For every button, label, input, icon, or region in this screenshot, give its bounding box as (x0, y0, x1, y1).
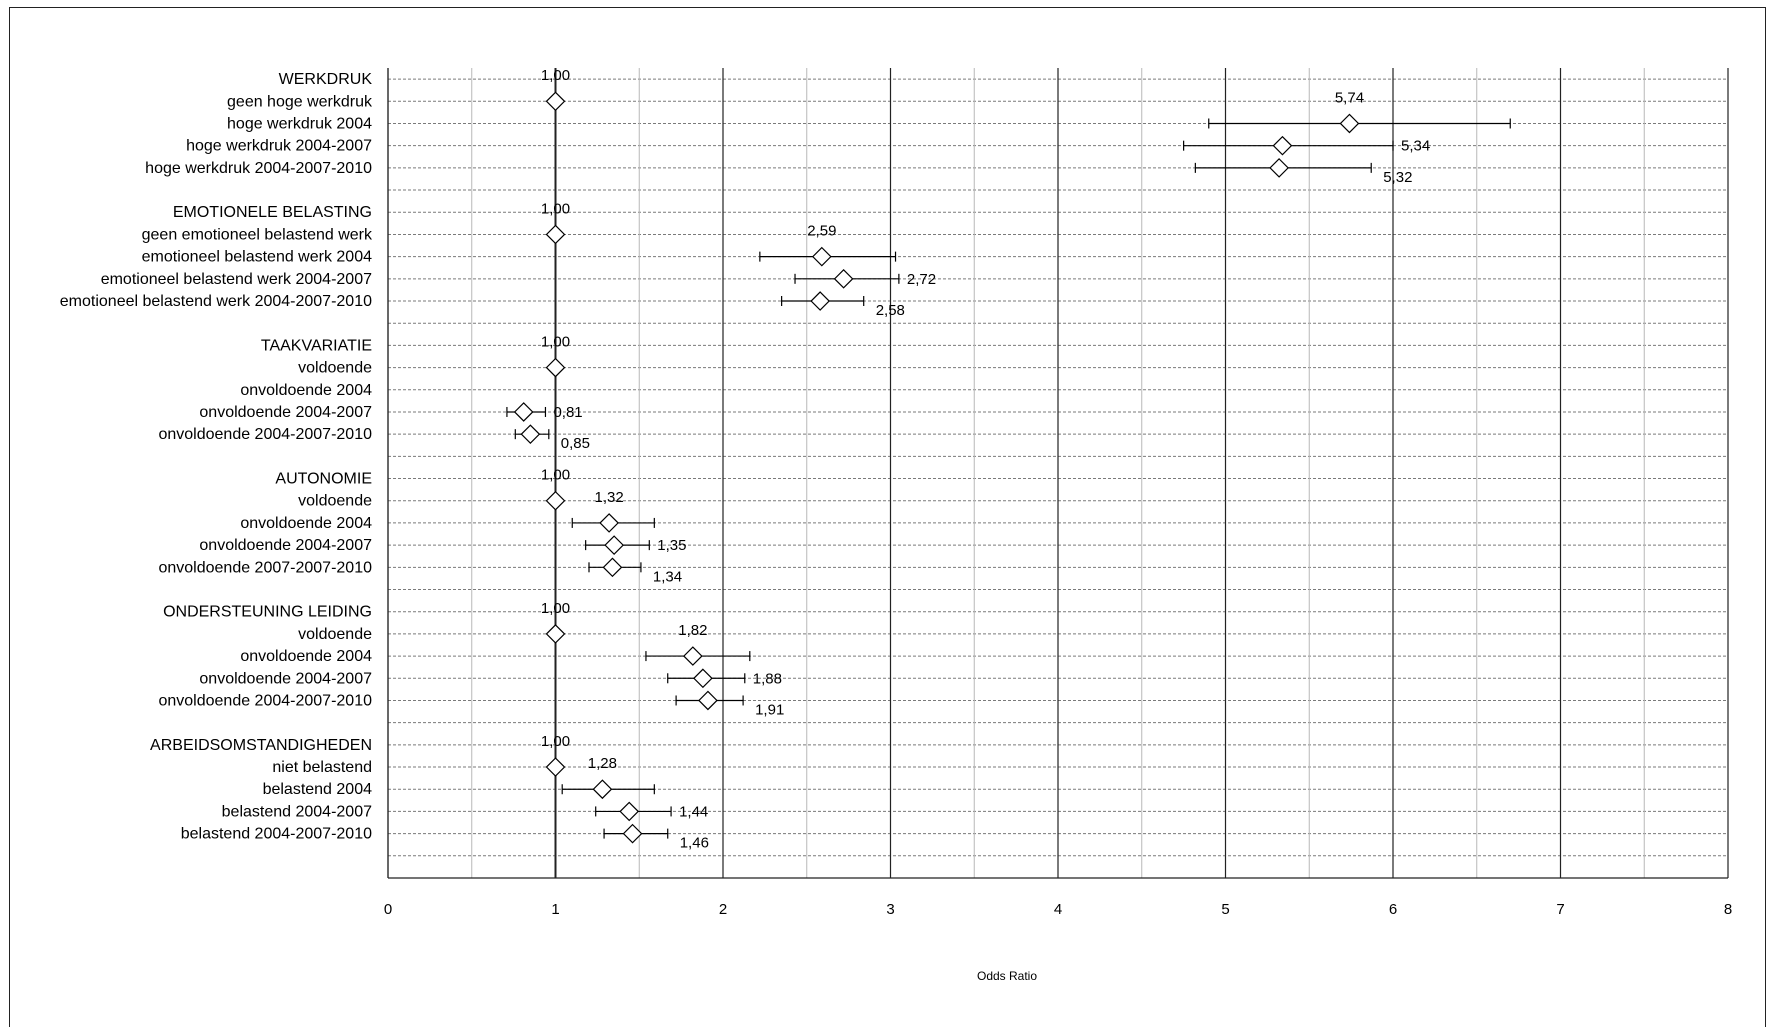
estimate-diamond (684, 647, 702, 665)
x-tick-label: 1 (551, 901, 560, 918)
data-marks (507, 67, 1510, 851)
value-label: 5,74 (1334, 89, 1365, 107)
row-label: geen emotioneel belastend werk (141, 226, 372, 244)
estimate-diamond (699, 691, 717, 709)
row-label: onvoldoende 2004-2007 (199, 403, 372, 421)
estimate-diamond (694, 669, 712, 687)
value-label: 1,35 (657, 537, 687, 555)
estimate-diamond (1273, 137, 1291, 155)
group-header-label: WERKDRUK (278, 71, 372, 89)
group-header-label: TAAKVARIATIE (260, 337, 372, 355)
value-label: 1,00 (540, 200, 571, 218)
row-label: belastend 2004-2007 (221, 803, 372, 821)
x-tick-label: 7 (1556, 901, 1565, 918)
value-label: 2,59 (807, 222, 837, 240)
value-label: 1,00 (540, 732, 571, 750)
value-label: 2,72 (906, 270, 937, 288)
x-tick-label: 0 (383, 901, 393, 918)
estimate-diamond (620, 802, 638, 820)
estimate-diamond (603, 558, 621, 576)
estimate-diamond (547, 359, 565, 377)
value-label: 1,00 (540, 466, 571, 484)
row-label: emotioneel belastend werk 2004-2007 (100, 270, 372, 288)
value-label: 1,00 (540, 333, 571, 351)
value-label: 1,32 (594, 488, 624, 506)
value-label: 0,81 (553, 403, 583, 421)
row-label: onvoldoende 2004-2007 (199, 670, 372, 688)
value-label: 5,34 (1401, 137, 1431, 155)
estimate-diamond (515, 403, 533, 421)
value-label: 1,44 (679, 803, 709, 821)
value-label: 1,28 (587, 755, 618, 773)
row-label: onvoldoende 2004-2007-2010 (158, 692, 372, 710)
x-tick-label: 2 (718, 901, 728, 918)
x-axis-ticks (384, 901, 1732, 918)
value-label: 1,00 (540, 599, 571, 617)
row-label: hoge werkdruk 2004 (227, 115, 372, 133)
row-label: niet belastend (272, 759, 372, 777)
estimate-diamond (547, 225, 565, 243)
row-label: voldoende (298, 492, 372, 510)
value-label: 0,85 (560, 435, 591, 453)
row-label: onvoldoende 2004 (240, 514, 372, 532)
row-label: voldoende (298, 359, 372, 377)
row-label: hoge werkdruk 2004-2007-2010 (145, 159, 372, 177)
row-label: onvoldoende 2007-2007-2010 (158, 559, 372, 577)
estimate-diamond (600, 514, 618, 532)
value-label: 1,88 (752, 670, 782, 688)
x-tick-label: 5 (1221, 901, 1230, 918)
estimate-diamond (547, 758, 565, 776)
estimate-diamond (521, 425, 539, 443)
group-header-label: EMOTIONELE BELASTING (172, 204, 372, 222)
row-label: belastend 2004-2007-2010 (180, 825, 372, 843)
estimate-diamond (1340, 114, 1358, 132)
row-label: onvoldoende 2004-2007-2010 (158, 426, 372, 444)
estimate-diamond (813, 248, 831, 266)
x-tick-label: 3 (886, 901, 895, 918)
row-label: geen hoge werkdruk (227, 93, 372, 111)
estimate-diamond (547, 492, 565, 510)
row-labels (60, 71, 373, 843)
value-label: 1,82 (678, 622, 708, 639)
value-label: 1,91 (755, 701, 785, 719)
row-label: belastend 2004 (262, 781, 372, 799)
x-tick-label: 4 (1053, 901, 1063, 918)
row-label: emotioneel belastend werk 2004 (141, 248, 372, 266)
row-label: hoge werkdruk 2004-2007 (186, 137, 372, 155)
estimate-diamond (811, 292, 829, 310)
x-tick-label: 8 (1723, 901, 1733, 918)
value-label: 1,34 (652, 568, 683, 586)
value-label: 1,00 (540, 67, 571, 85)
estimate-diamond (547, 92, 565, 110)
value-label: 5,32 (1383, 168, 1413, 186)
estimate-diamond (1270, 159, 1288, 177)
value-label: 2,58 (875, 302, 905, 320)
row-label: onvoldoende 2004 (240, 381, 372, 399)
row-label: onvoldoende 2004-2007 (199, 537, 372, 555)
group-header-label: AUTONOMIE (275, 470, 372, 488)
estimate-diamond (835, 270, 853, 288)
x-axis-title: Odds Ratio (976, 969, 1038, 983)
estimate-diamond (593, 780, 611, 798)
estimate-diamond (547, 625, 565, 643)
row-label: emotioneel belastend werk 2004-2007-2010 (59, 293, 372, 311)
estimate-diamond (605, 536, 623, 554)
group-header-label: ARBEIDSOMSTANDIGHEDEN (150, 736, 372, 754)
row-label: onvoldoende 2004 (240, 648, 372, 666)
group-header-label: ONDERSTEUNING LEIDING (163, 603, 372, 621)
row-label: voldoende (298, 625, 372, 643)
value-label: 1,46 (679, 834, 709, 852)
x-tick-label: 6 (1388, 901, 1398, 918)
